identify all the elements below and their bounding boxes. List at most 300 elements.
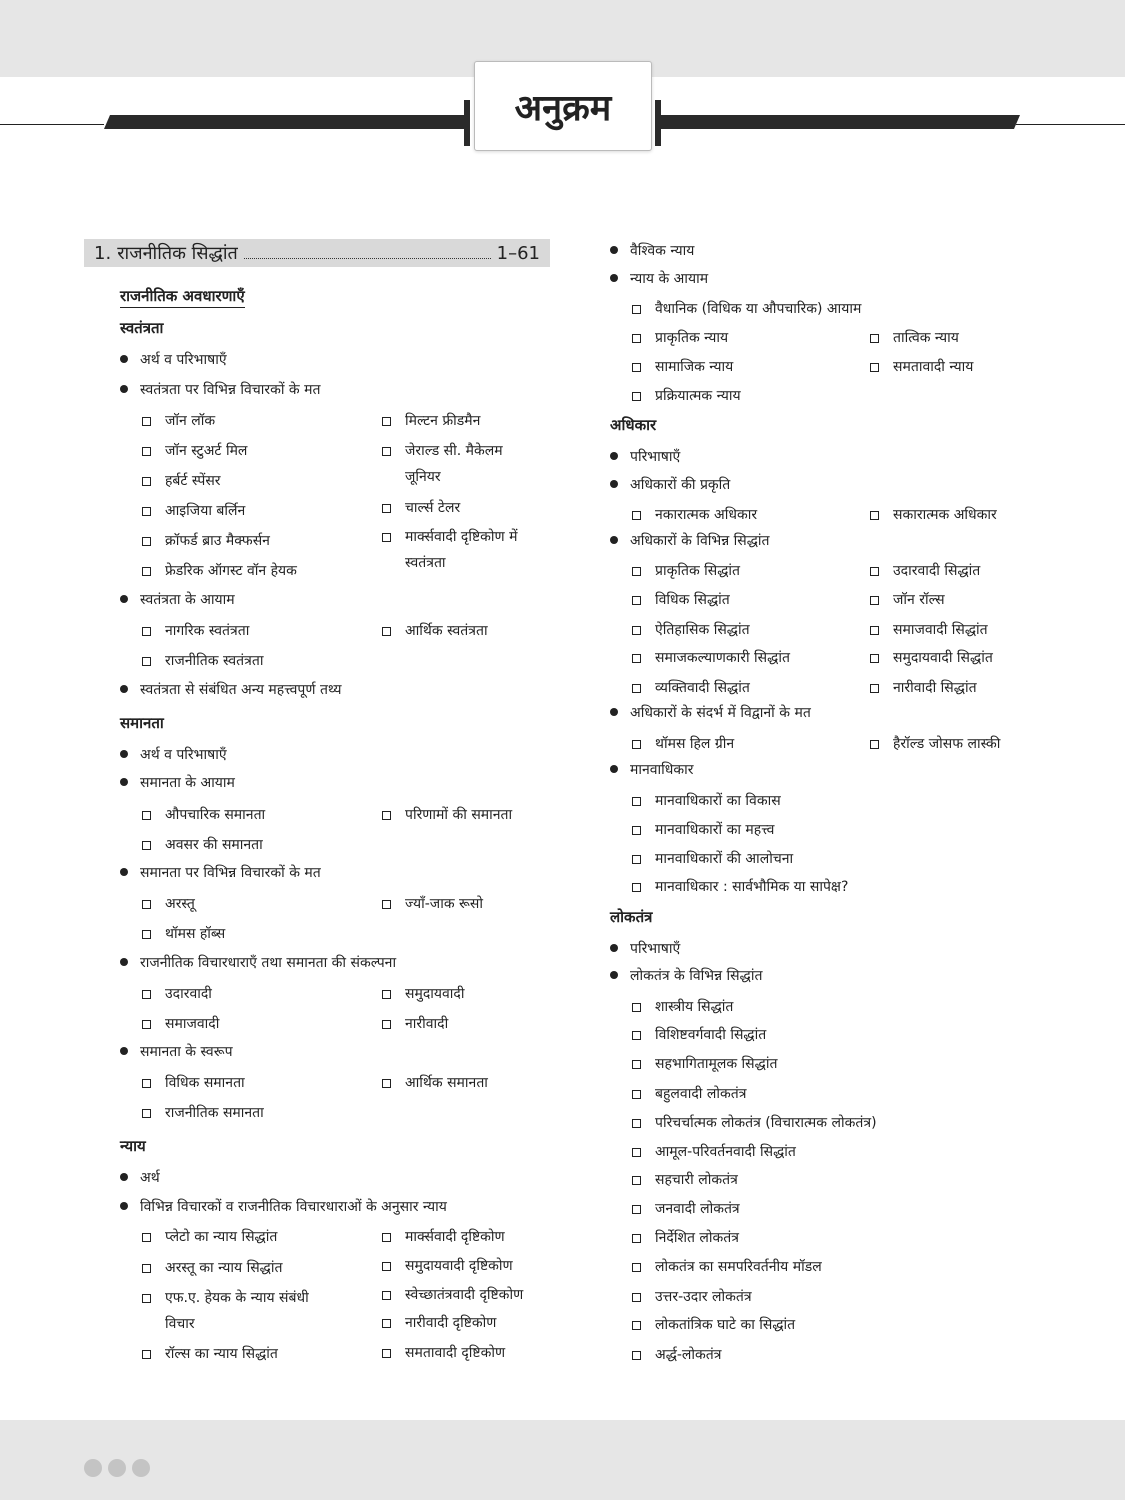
checkbox-square-icon [632, 1060, 641, 1069]
checkbox-square-icon [632, 1148, 641, 1157]
checkbox-square-icon [382, 811, 391, 820]
bullet-item [120, 380, 320, 399]
bullet-dot-icon [610, 971, 618, 979]
bullet-dot-icon [610, 480, 618, 488]
bullet-item [610, 269, 708, 288]
sub-item [632, 675, 862, 701]
sub-item [870, 325, 1070, 351]
sub-item [142, 1341, 372, 1367]
item-text: स्वतंत्रता के आयाम [140, 592, 235, 608]
item-text: जॉन स्टुअर्ट मिल [165, 443, 248, 459]
bullet-dot-icon [120, 1047, 128, 1055]
checkbox-square-icon [632, 363, 641, 372]
sub-item [382, 438, 542, 490]
item-text: समतावादी न्याय [893, 359, 974, 375]
item-text: सहचारी लोकतंत्र [655, 1172, 738, 1188]
checkbox-square-icon [382, 1262, 391, 1271]
bullet-item [120, 590, 235, 609]
sub-item [382, 618, 542, 644]
section-heading: न्याय [120, 1137, 146, 1155]
sub-item [632, 325, 862, 351]
bullet-dot-icon [610, 536, 618, 544]
page-title-box [474, 61, 652, 151]
item-text: जॉन रॉल्स [893, 592, 945, 608]
sub-item [870, 675, 1070, 701]
tick-right [655, 100, 661, 146]
item-text: स्वेच्छातंत्रवादी दृष्टिकोण [405, 1287, 524, 1303]
dot-icon [132, 1459, 150, 1477]
item-text: आर्थिक समानता [405, 1075, 488, 1091]
item-text: जेराल्ड सी. मैकेलम जूनियर [405, 443, 503, 485]
sub-item [142, 468, 372, 494]
sub-item [632, 731, 862, 757]
sub-item [382, 1070, 542, 1096]
item-text: नागरिक स्वतंत्रता [165, 623, 250, 639]
item-text: स्वतंत्रता से संबंधित अन्य महत्त्वपूर्ण तथ्य [140, 682, 342, 698]
sub-item [870, 645, 1070, 671]
checkbox-square-icon [632, 1234, 641, 1243]
checkbox-square-icon [632, 1090, 641, 1099]
sub-item [142, 1255, 372, 1281]
bullet-item [120, 745, 227, 764]
checkbox-square-icon [870, 684, 879, 693]
section-heading: लोकतंत्र [610, 908, 653, 926]
checkbox-square-icon [870, 740, 879, 749]
item-text: सामाजिक न्याय [655, 359, 734, 375]
bullet-item [610, 447, 680, 466]
checkbox-square-icon [382, 1020, 391, 1029]
item-text: परिभाषाएँ [630, 941, 681, 957]
sub-item [632, 1167, 982, 1193]
checkbox-square-icon [632, 567, 641, 576]
item-text: बहुलवादी लोकतंत्र [655, 1086, 747, 1102]
bullet-dot-icon [610, 708, 618, 716]
bullet-dot-icon [610, 452, 618, 460]
checkbox-square-icon [632, 684, 641, 693]
item-text: अधिकारों के संदर्भ में विद्वानों के मत [630, 705, 811, 721]
sub-item [632, 994, 982, 1020]
checkbox-square-icon [142, 417, 151, 426]
checkbox-square-icon [632, 1031, 641, 1040]
checkbox-square-icon [142, 447, 151, 456]
sub-item [632, 817, 982, 843]
bullet-item [120, 953, 396, 972]
item-text: अधिकारों की प्रकृति [630, 477, 731, 493]
chapter-pages: 1–61 [496, 242, 540, 264]
sub-item [142, 618, 372, 644]
bullet-item [120, 773, 235, 792]
item-text: अरस्तू का न्याय सिद्धांत [165, 1260, 283, 1276]
sub-item [632, 1196, 982, 1222]
bullet-dot-icon [610, 765, 618, 773]
item-text: हर्बर्ट स्पेंसर [165, 473, 221, 489]
sub-item [870, 617, 1070, 643]
checkbox-square-icon [632, 654, 641, 663]
sub-item [142, 408, 372, 434]
rule-right [1016, 124, 1125, 125]
item-text: व्यक्तिवादी सिद्धांत [655, 680, 750, 696]
section-heading: स्वतंत्रता [120, 319, 164, 337]
checkbox-square-icon [142, 567, 151, 576]
item-text: उदारवादी [165, 986, 212, 1002]
sub-item [632, 1051, 982, 1077]
item-text: समुदायवादी सिद्धांत [893, 650, 993, 666]
checkbox-square-icon [632, 1119, 641, 1128]
bullet-item [610, 531, 770, 550]
item-text: क्रॉफर्ड ब्राउ मैक्फर्सन [165, 533, 270, 549]
item-text: मिल्टन फ्रीडमैन [405, 413, 481, 429]
sub-item [632, 1081, 982, 1107]
item-text: समाजकल्याणकारी सिद्धांत [655, 650, 790, 666]
checkbox-square-icon [142, 507, 151, 516]
sub-item [632, 296, 982, 322]
item-text: वैधानिक (विधिक या औपचारिक) आयाम [655, 301, 862, 317]
dot-leader [244, 248, 491, 259]
checkbox-square-icon [632, 334, 641, 343]
item-text: तात्विक न्याय [893, 330, 959, 346]
item-text: समाजवादी सिद्धांत [893, 622, 988, 638]
item-text: परिभाषाएँ [630, 449, 681, 465]
checkbox-square-icon [632, 1321, 641, 1330]
bullet-dot-icon [120, 868, 128, 876]
page-title: अनुक्रम [514, 87, 612, 129]
checkbox-square-icon [142, 657, 151, 666]
sub-item [632, 502, 862, 528]
item-text: अवसर की समानता [165, 837, 263, 853]
item-text: सहभागितामूलक सिद्धांत [655, 1056, 778, 1072]
sub-item [142, 648, 372, 674]
item-text: राजनीतिक समानता [165, 1105, 264, 1121]
subheading: राजनीतिक अवधारणाएँ [120, 286, 245, 308]
item-text: राजनीतिक स्वतंत्रता [165, 653, 264, 669]
item-text: अरस्तू [165, 896, 195, 912]
item-text: न्याय के आयाम [630, 271, 709, 287]
sub-item [382, 1340, 552, 1366]
item-text: मार्क्सवादी दृष्टिकोण [405, 1229, 505, 1245]
checkbox-square-icon [142, 990, 151, 999]
item-text: मार्क्सवादी दृष्टिकोण में स्वतंत्रता [405, 529, 518, 571]
section-heading: अधिकार [610, 416, 657, 434]
bullet-dot-icon [120, 595, 128, 603]
item-text: मानवाधिकारों का विकास [655, 793, 781, 809]
sub-item [142, 1224, 372, 1250]
sub-item [382, 1011, 542, 1037]
checkbox-square-icon [142, 1264, 151, 1273]
item-text: आर्थिक स्वतंत्रता [405, 623, 488, 639]
sub-item [632, 1312, 982, 1338]
chapter-title: राजनीतिक सिद्धांत [117, 243, 238, 264]
sub-item [870, 558, 1070, 584]
bullet-item [120, 1197, 447, 1216]
item-text: राजनीतिक विचारधाराएँ तथा समानता की संकल्पना [140, 955, 397, 971]
item-text: ज्यॉं-जाक रूसो [405, 896, 483, 912]
item-text: आमूल-परिवर्तनवादी सिद्धांत [655, 1144, 796, 1160]
item-text: नारीवादी सिद्धांत [893, 680, 977, 696]
sub-item [632, 1022, 982, 1048]
sub-item [870, 354, 1070, 380]
item-text: मानवाधिकार [630, 762, 694, 778]
page-dots [84, 1459, 150, 1477]
item-text: उत्तर-उदार लोकतंत्र [655, 1289, 752, 1305]
item-text: ऐतिहासिक सिद्धांत [655, 622, 750, 638]
bullet-dot-icon [120, 1202, 128, 1210]
bullet-item [610, 760, 694, 779]
sub-item [142, 921, 372, 947]
checkbox-square-icon [382, 504, 391, 513]
item-text: अर्थ व परिभाषाएँ [140, 747, 227, 763]
item-text: सकारात्मक अधिकार [893, 507, 997, 523]
sub-item [632, 1139, 982, 1165]
checkbox-square-icon [870, 567, 879, 576]
sub-item [870, 731, 1070, 757]
item-text: हैरॉल्ड जोसफ लास्की [893, 736, 1001, 752]
sub-item [142, 802, 372, 828]
item-text: समानता के आयाम [140, 775, 235, 791]
bullet-dot-icon [120, 750, 128, 758]
rule-left [0, 124, 104, 125]
item-text: मानवाधिकारों की आलोचना [655, 851, 794, 867]
sub-item [632, 788, 982, 814]
checkbox-square-icon [142, 1294, 151, 1303]
item-text: समानता के स्वरूप [140, 1044, 233, 1060]
sub-item [382, 408, 542, 434]
checkbox-square-icon [142, 841, 151, 850]
item-text: नारीवादी दृष्टिकोण [405, 1315, 497, 1331]
item-text: अर्थ व परिभाषाएँ [140, 352, 227, 368]
sub-item [382, 1253, 552, 1279]
sub-item [632, 874, 982, 900]
bullet-item [120, 863, 321, 882]
item-text: जॉन लॉक [165, 413, 216, 429]
checkbox-square-icon [142, 930, 151, 939]
item-text: समानता पर विभिन्न विचारकों के मत [140, 865, 321, 881]
item-text: नकारात्मक अधिकार [655, 507, 758, 523]
bullet-dot-icon [120, 1173, 128, 1181]
checkbox-square-icon [142, 900, 151, 909]
bullet-dot-icon [120, 685, 128, 693]
checkbox-square-icon [142, 1079, 151, 1088]
checkbox-square-icon [632, 626, 641, 635]
item-text: शास्त्रीय सिद्धांत [655, 999, 734, 1015]
bullet-item [610, 939, 680, 958]
checkbox-square-icon [632, 1205, 641, 1214]
checkbox-square-icon [142, 1109, 151, 1118]
sub-item [382, 495, 542, 521]
bullet-dot-icon [610, 246, 618, 254]
checkbox-square-icon [632, 740, 641, 749]
checkbox-square-icon [632, 1263, 641, 1272]
item-text: थॉमस हॉब्स [165, 926, 226, 942]
item-text: लोकतंत्र के विभिन्न सिद्धांत [630, 968, 763, 984]
checkbox-square-icon [870, 334, 879, 343]
bullet-item [120, 1042, 233, 1061]
sub-item [382, 891, 542, 917]
sub-item [142, 528, 372, 554]
item-text: प्रक्रियात्मक न्याय [655, 388, 741, 404]
checkbox-square-icon [870, 626, 879, 635]
item-text: अधिकारों के विभिन्न सिद्धांत [630, 533, 770, 549]
item-text: प्राकृतिक सिद्धांत [655, 563, 741, 579]
checkbox-square-icon [382, 1291, 391, 1300]
item-text: विभिन्न विचारकों व राजनीतिक विचारधाराओं के अनुसार न्याय [140, 1199, 447, 1215]
sub-item [382, 802, 542, 828]
checkbox-square-icon [382, 447, 391, 456]
checkbox-square-icon [870, 511, 879, 520]
bullet-dot-icon [120, 385, 128, 393]
sub-item [142, 981, 372, 1007]
checkbox-square-icon [142, 811, 151, 820]
bar-right [661, 115, 1020, 129]
checkbox-square-icon [632, 1293, 641, 1302]
sub-item [632, 558, 862, 584]
checkbox-square-icon [142, 1233, 151, 1242]
bullet-dot-icon [610, 944, 618, 952]
sub-item [142, 832, 372, 858]
sub-item [632, 1254, 982, 1280]
dot-icon [108, 1459, 126, 1477]
bottom-band [0, 1420, 1125, 1500]
sub-item [632, 1284, 982, 1310]
item-text: औपचारिक समानता [165, 807, 266, 823]
checkbox-square-icon [870, 363, 879, 372]
checkbox-square-icon [382, 627, 391, 636]
chapter-heading [84, 239, 550, 267]
bullet-item [120, 1168, 160, 1187]
item-text: परिणामों की समानता [405, 807, 513, 823]
sub-item [382, 1282, 552, 1308]
sub-item [382, 1224, 552, 1250]
chapter-number: 1. [94, 242, 112, 264]
bullet-dot-icon [120, 355, 128, 363]
item-text: लोकतंत्र का समपरिवर्तनीय मॉडल [655, 1259, 822, 1275]
bullet-item [610, 703, 811, 722]
sub-item [632, 1225, 982, 1251]
sub-item [382, 981, 542, 1007]
checkbox-square-icon [382, 533, 391, 542]
sub-item [142, 438, 372, 464]
sub-item [632, 617, 862, 643]
sub-item [870, 502, 1070, 528]
checkbox-square-icon [632, 883, 641, 892]
checkbox-square-icon [382, 990, 391, 999]
sub-item [382, 1310, 552, 1336]
item-text: उदारवादी सिद्धांत [893, 563, 981, 579]
sub-item [142, 891, 372, 917]
item-text: आइजिया बर्लिन [165, 503, 246, 519]
sub-item [142, 1100, 372, 1126]
checkbox-square-icon [870, 596, 879, 605]
checkbox-square-icon [382, 900, 391, 909]
checkbox-square-icon [632, 826, 641, 835]
item-text: मानवाधिकारों का महत्त्व [655, 822, 775, 838]
checkbox-square-icon [382, 1349, 391, 1358]
item-text: वैश्विक न्याय [630, 243, 695, 259]
checkbox-square-icon [632, 855, 641, 864]
checkbox-square-icon [382, 1079, 391, 1088]
item-text: रॉल्स का न्याय सिद्धांत [165, 1346, 278, 1362]
bullet-item [120, 680, 341, 699]
checkbox-square-icon [142, 537, 151, 546]
checkbox-square-icon [632, 511, 641, 520]
item-text: समतावादी दृष्टिकोण [405, 1345, 506, 1361]
sub-item [142, 1285, 322, 1337]
tick-left [464, 100, 470, 146]
sub-item [382, 524, 542, 576]
item-text: थॉमस हिल ग्रीन [655, 736, 735, 752]
checkbox-square-icon [632, 1351, 641, 1360]
sub-item [870, 587, 1070, 613]
bullet-item [610, 475, 730, 494]
item-text: एफ.ए. हेयक के न्याय संबंधी विचार [165, 1290, 309, 1332]
sub-item [142, 1070, 372, 1096]
item-text: जनवादी लोकतंत्र [655, 1201, 740, 1217]
checkbox-square-icon [632, 305, 641, 314]
item-text: अर्थ [140, 1170, 160, 1186]
item-text: स्वतंत्रता पर विभिन्न विचारकों के मत [140, 382, 321, 398]
section-heading: समानता [120, 714, 164, 732]
bullet-item [610, 241, 694, 260]
bullet-dot-icon [120, 958, 128, 966]
item-text: परिचर्चात्मक लोकतंत्र (विचारात्मक लोकतंत्र) [655, 1115, 877, 1131]
sub-item [632, 1110, 982, 1136]
checkbox-square-icon [142, 627, 151, 636]
checkbox-square-icon [382, 1233, 391, 1242]
dot-icon [84, 1459, 102, 1477]
checkbox-square-icon [142, 1020, 151, 1029]
sub-item [142, 1011, 372, 1037]
item-text: विधिक समानता [165, 1075, 245, 1091]
checkbox-square-icon [142, 1350, 151, 1359]
bullet-dot-icon [120, 778, 128, 786]
item-text: प्राकृतिक न्याय [655, 330, 729, 346]
checkbox-square-icon [632, 392, 641, 401]
sub-item [632, 383, 862, 409]
bullet-dot-icon [610, 274, 618, 282]
sub-item [632, 645, 862, 671]
item-text: विशिष्टवर्गवादी सिद्धांत [655, 1027, 767, 1043]
item-text: अर्द्ध-लोकतंत्र [655, 1347, 722, 1363]
item-text: समुदायवादी दृष्टिकोण [405, 1258, 513, 1274]
sub-item [632, 1342, 982, 1368]
item-text: निर्देशित लोकतंत्र [655, 1230, 739, 1246]
checkbox-square-icon [382, 417, 391, 426]
bullet-item [610, 966, 762, 985]
bar-left [104, 115, 464, 129]
item-text: फ्रेडरिक ऑगस्ट वॉन हेयक [165, 563, 297, 579]
bullet-item [120, 350, 227, 369]
item-text: मानवाधिकार : सार्वभौमिक या सापेक्ष? [655, 879, 849, 895]
checkbox-square-icon [632, 1176, 641, 1185]
item-text: विधिक सिद्धांत [655, 592, 730, 608]
checkbox-square-icon [632, 1003, 641, 1012]
checkbox-square-icon [632, 797, 641, 806]
sub-item [632, 587, 862, 613]
sub-item [142, 558, 372, 584]
item-text: समुदायवादी [405, 986, 465, 1002]
checkbox-square-icon [632, 596, 641, 605]
item-text: चार्ल्स टेलर [405, 500, 461, 516]
item-text: नारीवादी [405, 1016, 449, 1032]
checkbox-square-icon [142, 477, 151, 486]
item-text: प्लेटो का न्याय सिद्धांत [165, 1229, 278, 1245]
item-text: समाजवादी [165, 1016, 220, 1032]
item-text: लोकतांत्रिक घाटे का सिद्धांत [655, 1317, 796, 1333]
sub-item [632, 354, 862, 380]
checkbox-square-icon [870, 654, 879, 663]
checkbox-square-icon [382, 1319, 391, 1328]
sub-item [142, 498, 372, 524]
sub-item [632, 846, 982, 872]
